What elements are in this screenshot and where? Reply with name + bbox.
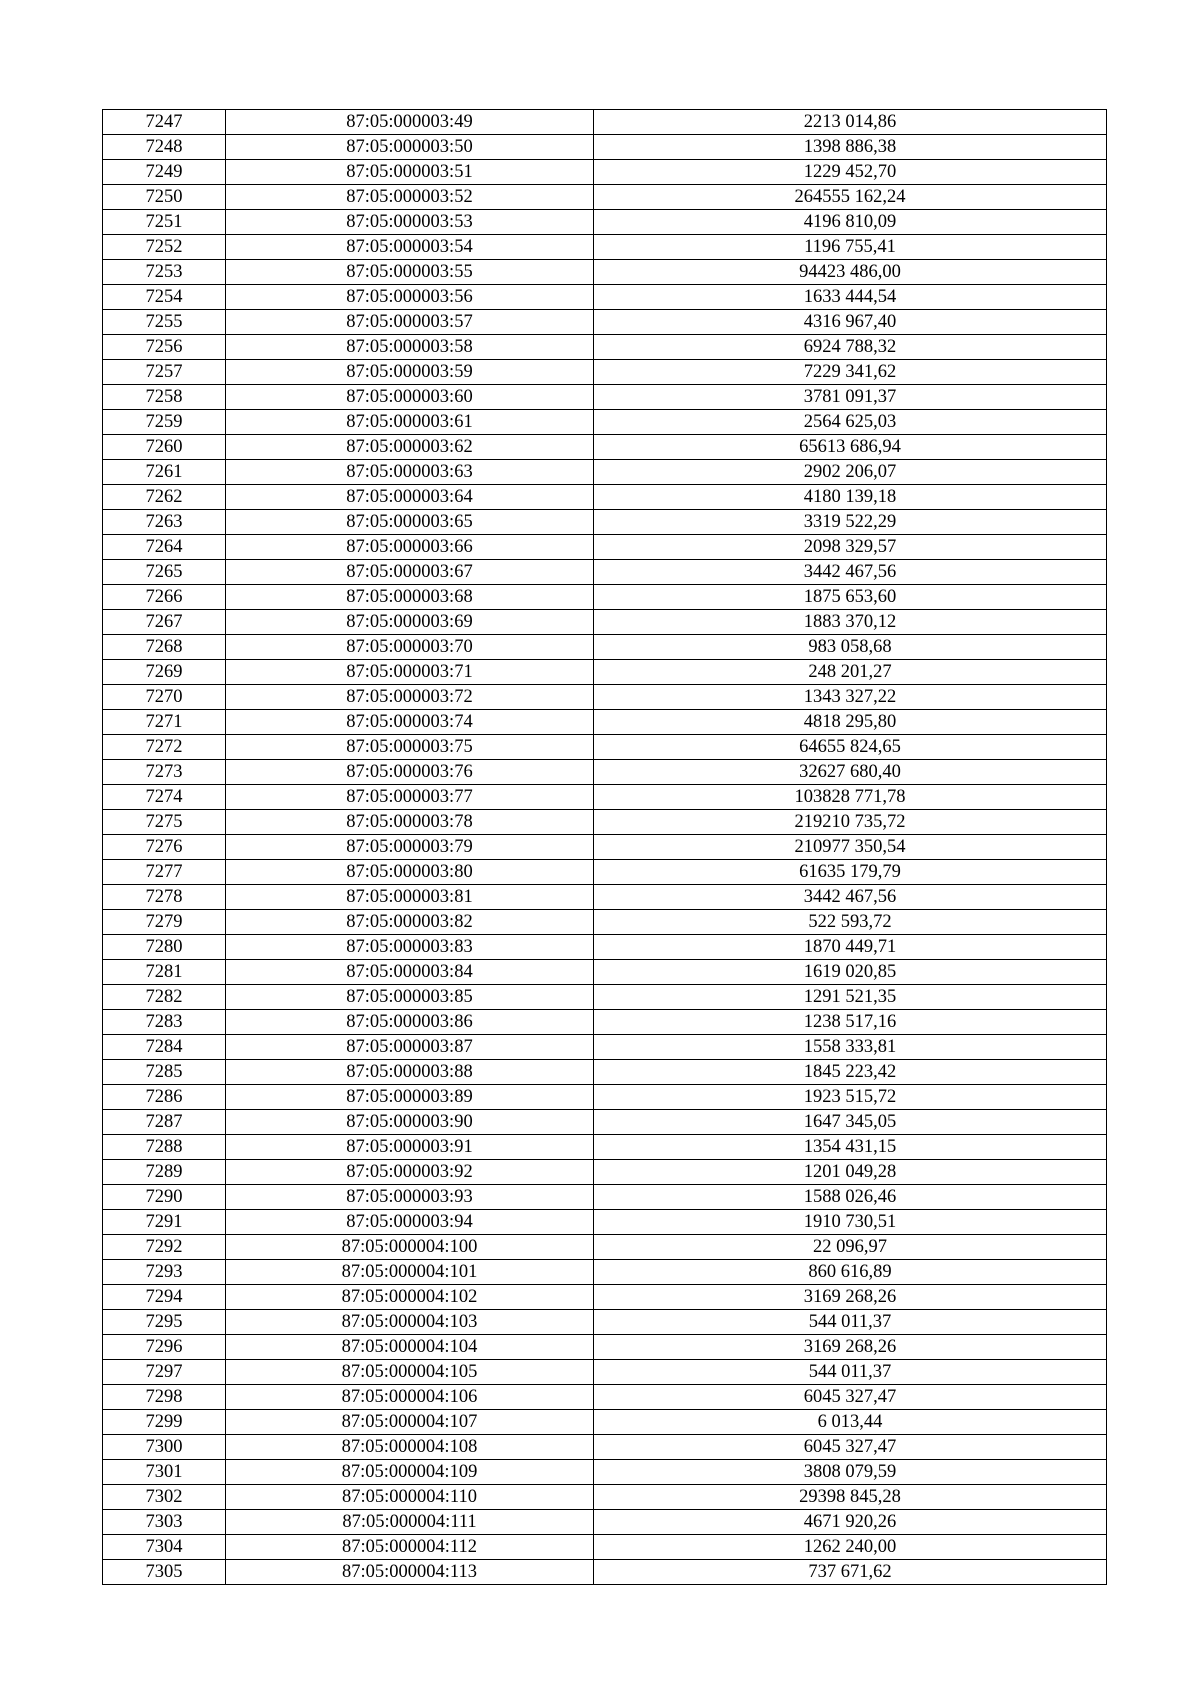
cadastral-value-cell: 1262 240,00 — [594, 1535, 1107, 1560]
cadastral-number-cell: 87:05:000003:60 — [226, 385, 594, 410]
row-number-cell: 7260 — [103, 435, 226, 460]
cadastral-number-cell: 87:05:000004:100 — [226, 1235, 594, 1260]
cadastral-value-cell: 32627 680,40 — [594, 760, 1107, 785]
table-row — [103, 660, 1107, 685]
cadastral-value-cell: 737 671,62 — [594, 1560, 1107, 1585]
cadastral-number-cell: 87:05:000004:103 — [226, 1310, 594, 1335]
table-row — [103, 760, 1107, 785]
cadastral-number-cell: 87:05:000003:62 — [226, 435, 594, 460]
row-number-cell: 7291 — [103, 1210, 226, 1235]
table-row — [103, 785, 1107, 810]
row-number-cell: 7288 — [103, 1135, 226, 1160]
table-row — [103, 1060, 1107, 1085]
cadastral-number-cell: 87:05:000003:80 — [226, 860, 594, 885]
cadastral-number-cell: 87:05:000003:58 — [226, 335, 594, 360]
row-number-cell: 7293 — [103, 1260, 226, 1285]
cadastral-number-cell: 87:05:000003:71 — [226, 660, 594, 685]
cadastral-value-cell: 1398 886,38 — [594, 135, 1107, 160]
cadastral-value-cell: 2098 329,57 — [594, 535, 1107, 560]
table-row — [103, 860, 1107, 885]
cadastral-value-cell: 6045 327,47 — [594, 1385, 1107, 1410]
cadastral-number-cell: 87:05:000003:87 — [226, 1035, 594, 1060]
cadastral-number-cell: 87:05:000003:52 — [226, 185, 594, 210]
cadastral-value-cell: 1238 517,16 — [594, 1010, 1107, 1035]
row-number-cell: 7257 — [103, 360, 226, 385]
cadastral-number-cell: 87:05:000003:57 — [226, 310, 594, 335]
table-row — [103, 1185, 1107, 1210]
table-row — [103, 960, 1107, 985]
cadastral-value-cell: 2902 206,07 — [594, 460, 1107, 485]
cadastral-value-cell: 1619 020,85 — [594, 960, 1107, 985]
cadastral-number-cell: 87:05:000003:83 — [226, 935, 594, 960]
table-row — [103, 1310, 1107, 1335]
cadastral-number-cell: 87:05:000004:113 — [226, 1560, 594, 1585]
table-row — [103, 685, 1107, 710]
row-number-cell: 7267 — [103, 610, 226, 635]
table-row — [103, 410, 1107, 435]
row-number-cell: 7259 — [103, 410, 226, 435]
cadastral-value-cell: 3169 268,26 — [594, 1335, 1107, 1360]
cadastral-value-cell: 1875 653,60 — [594, 585, 1107, 610]
cadastral-value-cell: 1883 370,12 — [594, 610, 1107, 635]
row-number-cell: 7277 — [103, 860, 226, 885]
table-row — [103, 810, 1107, 835]
row-number-cell: 7298 — [103, 1385, 226, 1410]
table-row — [103, 1285, 1107, 1310]
table-row — [103, 285, 1107, 310]
row-number-cell: 7301 — [103, 1460, 226, 1485]
cadastral-number-cell: 87:05:000003:63 — [226, 460, 594, 485]
row-number-cell: 7286 — [103, 1085, 226, 1110]
row-number-cell: 7284 — [103, 1035, 226, 1060]
cadastral-number-cell: 87:05:000003:65 — [226, 510, 594, 535]
cadastral-number-cell: 87:05:000004:102 — [226, 1285, 594, 1310]
table-row — [103, 1010, 1107, 1035]
table-row — [103, 910, 1107, 935]
row-number-cell: 7263 — [103, 510, 226, 535]
table-row — [103, 1235, 1107, 1260]
row-number-cell: 7262 — [103, 485, 226, 510]
cadastral-value-cell: 1870 449,71 — [594, 935, 1107, 960]
row-number-cell: 7255 — [103, 310, 226, 335]
cadastral-value-cell: 6 013,44 — [594, 1410, 1107, 1435]
row-number-cell: 7261 — [103, 460, 226, 485]
cadastral-value-cell: 1845 223,42 — [594, 1060, 1107, 1085]
row-number-cell: 7294 — [103, 1285, 226, 1310]
row-number-cell: 7278 — [103, 885, 226, 910]
cadastral-number-cell: 87:05:000003:49 — [226, 110, 594, 135]
cadastral-value-cell: 1588 026,46 — [594, 1185, 1107, 1210]
table-row — [103, 435, 1107, 460]
row-number-cell: 7281 — [103, 960, 226, 985]
cadastral-value-cell: 3442 467,56 — [594, 885, 1107, 910]
table-row — [103, 735, 1107, 760]
cadastral-number-cell: 87:05:000003:94 — [226, 1210, 594, 1235]
cadastral-value-cell: 1229 452,70 — [594, 160, 1107, 185]
row-number-cell: 7270 — [103, 685, 226, 710]
cadastral-number-cell: 87:05:000003:51 — [226, 160, 594, 185]
cadastral-value-cell: 1633 444,54 — [594, 285, 1107, 310]
cadastral-value-table — [102, 109, 1107, 1585]
table-row — [103, 460, 1107, 485]
cadastral-value-cell: 64655 824,65 — [594, 735, 1107, 760]
cadastral-number-cell: 87:05:000003:82 — [226, 910, 594, 935]
cadastral-number-cell: 87:05:000003:72 — [226, 685, 594, 710]
row-number-cell: 7248 — [103, 135, 226, 160]
cadastral-number-cell: 87:05:000003:85 — [226, 985, 594, 1010]
row-number-cell: 7297 — [103, 1360, 226, 1385]
cadastral-number-cell: 87:05:000003:66 — [226, 535, 594, 560]
table-body — [103, 110, 1107, 1585]
table-row — [103, 210, 1107, 235]
table-row — [103, 1260, 1107, 1285]
table-row — [103, 710, 1107, 735]
cadastral-value-cell: 1343 327,22 — [594, 685, 1107, 710]
cadastral-value-cell: 210977 350,54 — [594, 835, 1107, 860]
row-number-cell: 7279 — [103, 910, 226, 935]
cadastral-number-cell: 87:05:000003:70 — [226, 635, 594, 660]
cadastral-number-cell: 87:05:000003:54 — [226, 235, 594, 260]
cadastral-value-cell: 219210 735,72 — [594, 810, 1107, 835]
row-number-cell: 7283 — [103, 1010, 226, 1035]
table-row — [103, 1460, 1107, 1485]
cadastral-number-cell: 87:05:000003:89 — [226, 1085, 594, 1110]
row-number-cell: 7304 — [103, 1535, 226, 1560]
cadastral-number-cell: 87:05:000003:53 — [226, 210, 594, 235]
cadastral-value-cell: 6924 788,32 — [594, 335, 1107, 360]
cadastral-value-cell: 248 201,27 — [594, 660, 1107, 685]
table-row — [103, 110, 1107, 135]
row-number-cell: 7285 — [103, 1060, 226, 1085]
row-number-cell: 7256 — [103, 335, 226, 360]
row-number-cell: 7253 — [103, 260, 226, 285]
table-row — [103, 535, 1107, 560]
cadastral-number-cell: 87:05:000003:64 — [226, 485, 594, 510]
row-number-cell: 7305 — [103, 1560, 226, 1585]
cadastral-number-cell: 87:05:000003:77 — [226, 785, 594, 810]
table-row — [103, 1360, 1107, 1385]
cadastral-value-cell: 4316 967,40 — [594, 310, 1107, 335]
cadastral-value-cell: 7229 341,62 — [594, 360, 1107, 385]
row-number-cell: 7300 — [103, 1435, 226, 1460]
cadastral-number-cell: 87:05:000003:81 — [226, 885, 594, 910]
table-row — [103, 1385, 1107, 1410]
cadastral-number-cell: 87:05:000003:68 — [226, 585, 594, 610]
table-row — [103, 1085, 1107, 1110]
table-row — [103, 1135, 1107, 1160]
row-number-cell: 7258 — [103, 385, 226, 410]
cadastral-value-cell: 3169 268,26 — [594, 1285, 1107, 1310]
cadastral-number-cell: 87:05:000003:61 — [226, 410, 594, 435]
table-row — [103, 360, 1107, 385]
cadastral-value-cell: 1558 333,81 — [594, 1035, 1107, 1060]
cadastral-number-cell: 87:05:000003:90 — [226, 1110, 594, 1135]
table-row — [103, 1435, 1107, 1460]
table-row — [103, 1485, 1107, 1510]
row-number-cell: 7296 — [103, 1335, 226, 1360]
table-row — [103, 485, 1107, 510]
row-number-cell: 7272 — [103, 735, 226, 760]
table-row — [103, 1410, 1107, 1435]
cadastral-value-cell: 4818 295,80 — [594, 710, 1107, 735]
cadastral-number-cell: 87:05:000004:110 — [226, 1485, 594, 1510]
row-number-cell: 7275 — [103, 810, 226, 835]
row-number-cell: 7280 — [103, 935, 226, 960]
row-number-cell: 7252 — [103, 235, 226, 260]
cadastral-value-cell: 1923 515,72 — [594, 1085, 1107, 1110]
cadastral-number-cell: 87:05:000003:59 — [226, 360, 594, 385]
table-row — [103, 185, 1107, 210]
table-row — [103, 635, 1107, 660]
cadastral-number-cell: 87:05:000004:104 — [226, 1335, 594, 1360]
table-row — [103, 585, 1107, 610]
table-row — [103, 1210, 1107, 1235]
cadastral-number-cell: 87:05:000003:86 — [226, 1010, 594, 1035]
cadastral-value-cell: 1354 431,15 — [594, 1135, 1107, 1160]
cadastral-number-cell: 87:05:000003:55 — [226, 260, 594, 285]
cadastral-number-cell: 87:05:000003:50 — [226, 135, 594, 160]
table-row — [103, 560, 1107, 585]
cadastral-value-cell: 22 096,97 — [594, 1235, 1107, 1260]
table-row — [103, 1110, 1107, 1135]
cadastral-number-cell: 87:05:000003:74 — [226, 710, 594, 735]
table-row — [103, 260, 1107, 285]
cadastral-value-cell: 860 616,89 — [594, 1260, 1107, 1285]
cadastral-value-cell: 4196 810,09 — [594, 210, 1107, 235]
row-number-cell: 7274 — [103, 785, 226, 810]
cadastral-value-cell: 1291 521,35 — [594, 985, 1107, 1010]
row-number-cell: 7273 — [103, 760, 226, 785]
table-row — [103, 610, 1107, 635]
cadastral-number-cell: 87:05:000004:106 — [226, 1385, 594, 1410]
cadastral-number-cell: 87:05:000004:112 — [226, 1535, 594, 1560]
cadastral-number-cell: 87:05:000003:56 — [226, 285, 594, 310]
cadastral-number-cell: 87:05:000004:105 — [226, 1360, 594, 1385]
row-number-cell: 7282 — [103, 985, 226, 1010]
cadastral-value-cell: 2564 625,03 — [594, 410, 1107, 435]
table-row — [103, 510, 1107, 535]
cadastral-value-cell: 65613 686,94 — [594, 435, 1107, 460]
table-row — [103, 985, 1107, 1010]
cadastral-number-cell: 87:05:000003:84 — [226, 960, 594, 985]
cadastral-value-cell: 4671 920,26 — [594, 1510, 1107, 1535]
cadastral-value-cell: 2213 014,86 — [594, 110, 1107, 135]
cadastral-number-cell: 87:05:000004:108 — [226, 1435, 594, 1460]
cadastral-value-cell: 3808 079,59 — [594, 1460, 1107, 1485]
cadastral-number-cell: 87:05:000004:109 — [226, 1460, 594, 1485]
row-number-cell: 7295 — [103, 1310, 226, 1335]
row-number-cell: 7249 — [103, 160, 226, 185]
cadastral-value-cell: 6045 327,47 — [594, 1435, 1107, 1460]
row-number-cell: 7250 — [103, 185, 226, 210]
cadastral-value-cell: 522 593,72 — [594, 910, 1107, 935]
table-row — [103, 1510, 1107, 1535]
table-row — [103, 1335, 1107, 1360]
cadastral-value-cell: 3781 091,37 — [594, 385, 1107, 410]
row-number-cell: 7264 — [103, 535, 226, 560]
row-number-cell: 7247 — [103, 110, 226, 135]
cadastral-number-cell: 87:05:000004:101 — [226, 1260, 594, 1285]
table-row — [103, 1560, 1107, 1585]
cadastral-value-cell: 3442 467,56 — [594, 560, 1107, 585]
table-row — [103, 1035, 1107, 1060]
row-number-cell: 7265 — [103, 560, 226, 585]
cadastral-value-cell: 264555 162,24 — [594, 185, 1107, 210]
cadastral-value-cell: 1647 345,05 — [594, 1110, 1107, 1135]
cadastral-number-cell: 87:05:000003:69 — [226, 610, 594, 635]
cadastral-number-cell: 87:05:000003:79 — [226, 835, 594, 860]
row-number-cell: 7269 — [103, 660, 226, 685]
table-row — [103, 885, 1107, 910]
table-row — [103, 835, 1107, 860]
row-number-cell: 7271 — [103, 710, 226, 735]
row-number-cell: 7251 — [103, 210, 226, 235]
row-number-cell: 7266 — [103, 585, 226, 610]
table-row — [103, 1160, 1107, 1185]
cadastral-value-cell: 61635 179,79 — [594, 860, 1107, 885]
cadastral-value-cell: 1910 730,51 — [594, 1210, 1107, 1235]
table-row — [103, 385, 1107, 410]
row-number-cell: 7290 — [103, 1185, 226, 1210]
cadastral-number-cell: 87:05:000003:76 — [226, 760, 594, 785]
table-row — [103, 335, 1107, 360]
row-number-cell: 7254 — [103, 285, 226, 310]
table-row — [103, 935, 1107, 960]
cadastral-value-cell: 94423 486,00 — [594, 260, 1107, 285]
cadastral-number-cell: 87:05:000003:78 — [226, 810, 594, 835]
table-row — [103, 1535, 1107, 1560]
cadastral-value-cell: 29398 845,28 — [594, 1485, 1107, 1510]
cadastral-value-cell: 544 011,37 — [594, 1310, 1107, 1335]
row-number-cell: 7302 — [103, 1485, 226, 1510]
row-number-cell: 7268 — [103, 635, 226, 660]
row-number-cell: 7303 — [103, 1510, 226, 1535]
cadastral-number-cell: 87:05:000003:93 — [226, 1185, 594, 1210]
table-row — [103, 135, 1107, 160]
cadastral-value-cell: 3319 522,29 — [594, 510, 1107, 535]
cadastral-value-cell: 4180 139,18 — [594, 485, 1107, 510]
row-number-cell: 7292 — [103, 1235, 226, 1260]
row-number-cell: 7299 — [103, 1410, 226, 1435]
cadastral-number-cell: 87:05:000003:91 — [226, 1135, 594, 1160]
cadastral-number-cell: 87:05:000003:88 — [226, 1060, 594, 1085]
table-row — [103, 235, 1107, 260]
cadastral-value-cell: 983 058,68 — [594, 635, 1107, 660]
cadastral-number-cell: 87:05:000003:92 — [226, 1160, 594, 1185]
row-number-cell: 7276 — [103, 835, 226, 860]
cadastral-value-cell: 103828 771,78 — [594, 785, 1107, 810]
cadastral-value-cell: 1201 049,28 — [594, 1160, 1107, 1185]
row-number-cell: 7289 — [103, 1160, 226, 1185]
cadastral-value-cell: 544 011,37 — [594, 1360, 1107, 1385]
cadastral-number-cell: 87:05:000004:107 — [226, 1410, 594, 1435]
table-row — [103, 310, 1107, 335]
cadastral-value-cell: 1196 755,41 — [594, 235, 1107, 260]
cadastral-number-cell: 87:05:000004:111 — [226, 1510, 594, 1535]
table-row — [103, 160, 1107, 185]
cadastral-number-cell: 87:05:000003:75 — [226, 735, 594, 760]
row-number-cell: 7287 — [103, 1110, 226, 1135]
cadastral-number-cell: 87:05:000003:67 — [226, 560, 594, 585]
